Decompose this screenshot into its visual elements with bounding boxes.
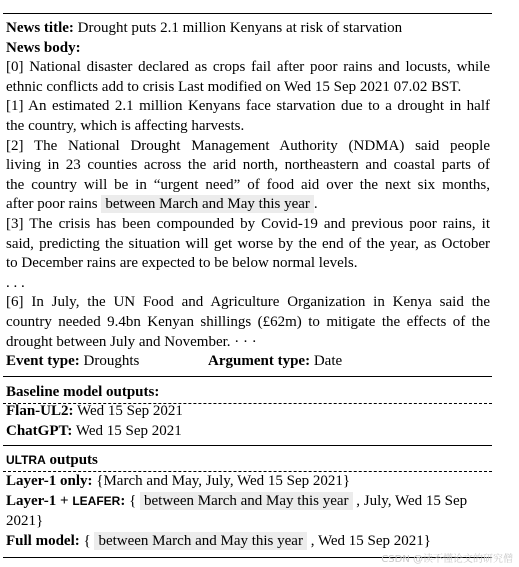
highlighted-argument: between March and May this year: [140, 492, 353, 510]
paragraph-3-line: [3] The crisis has been compounded by Covid-19 and previous poor rains, it: [6, 215, 490, 232]
paragraph-2-line: the country will be in “urgent need” of food aid over the next six months,: [6, 176, 490, 193]
paragraph-6-line: country needed 9.4bn Kenyan shillings (£62m) to mitigate the effects of the: [6, 313, 490, 330]
paragraph-3-line: said, predicting the situation will get worse by the end of the year, as October: [6, 235, 490, 252]
event-argument-types: Event type: Droughts Argument type: Date: [6, 352, 490, 372]
ultra-leafer: Layer-1 + LEAFER: { between March and May this year , July, Wed 15 Sep: [6, 493, 468, 509]
baseline-chatgpt: ChatGPT: Wed 15 Sep 2021: [6, 423, 182, 439]
baseline-heading: Baseline model outputs:: [6, 384, 160, 400]
ellipsis: . . .: [6, 274, 25, 291]
ultra-leafer-continued: 2021}: [6, 513, 44, 529]
ultra-layer1: Layer-1 only: {March and May, July, Wed 15 Sep 2021}: [6, 473, 351, 489]
watermark: CSDN @读不懂论文的研究僧: [381, 554, 513, 565]
argument-type: Argument type: Date: [208, 353, 343, 370]
highlighted-argument: between March and May this year: [94, 532, 307, 550]
paragraph-0-line: ethnic conflicts add to crisis Last modified on Wed 15 Sep 2021 07.02 BST.: [6, 78, 462, 95]
paragraph-1-line: the country, which is affecting harvests.: [6, 117, 245, 134]
section-rule: [3, 376, 492, 377]
highlighted-argument: between March and May this year: [101, 195, 314, 213]
paragraph-2-line: after poor rains between March and May this year .: [6, 196, 318, 213]
paragraph-2-line: [2] The National Drought Management Authority (NDMA) said people: [6, 137, 490, 154]
paragraph-6-line: [6] In July, the UN Food and Agriculture Organization in Kenya said the: [6, 294, 490, 311]
top-rule: [3, 13, 492, 14]
paragraph-0-line: [0] National disaster declared as crops fail after poor rains and locusts, while: [6, 59, 490, 76]
ultra-full: Full model: { between March and May this year , Wed 15 Sep 2021}: [6, 533, 432, 549]
baseline-flan: Flan-UL2: Wed 15 Sep 2021: [6, 403, 183, 419]
paragraph-2-line: living in 23 counties across the arid north, northeastern and coastal parts of: [6, 157, 490, 174]
news-block: [6, 19, 490, 372]
ultra-heading: ULTRA outputs: [6, 452, 98, 468]
paragraph-3-line: to December rains are expected to be below normal levels.: [6, 255, 358, 272]
paragraph-1-line: [1] An estimated 2.1 million Kenyans face starvation due to a drought in half: [6, 98, 490, 115]
news-title: News title: Drought puts 2.1 million Kenyans at risk of starvation: [6, 20, 403, 36]
paragraph-6-line: drought between July and November. · · ·: [6, 333, 257, 350]
section-rule: [3, 445, 492, 446]
news-body-label: News body:: [6, 39, 81, 56]
